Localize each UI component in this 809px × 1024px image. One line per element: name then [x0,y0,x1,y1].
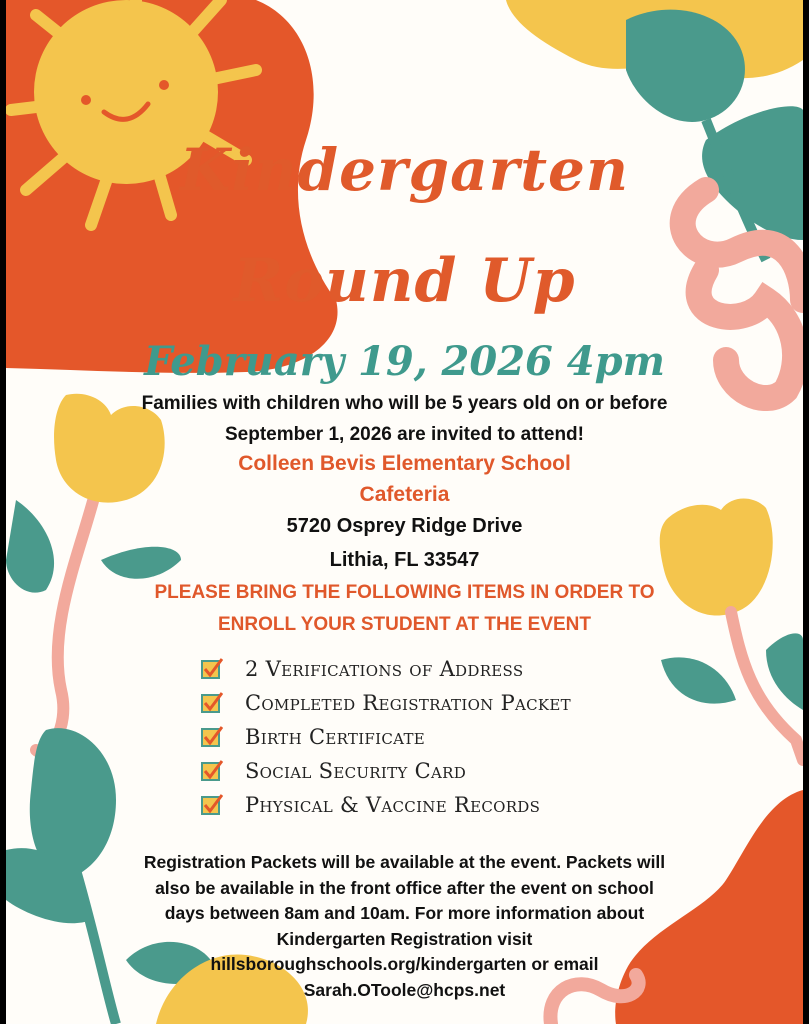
info-line: days between 8am and 10am. For more information about [164,903,645,923]
bring-items-heading-line-1: PLEASE BRING THE FOLLOWING ITEMS IN ORDER TO [154,582,655,603]
sun-eye-left [81,95,91,105]
list-item-label: Birth Certificate [245,725,426,749]
list-item [201,652,571,686]
checkbox-checked-icon [201,726,223,748]
event-date: February 19, 2026 4pm [144,338,665,385]
info-line: Registration Packets will be available at the event. Packets will [143,852,666,872]
required-items-list [201,652,571,822]
info-line-website: hillsboroughschools.org/kindergarten or email [210,954,599,974]
bring-items-heading-line-2: ENROLL YOUR STUDENT AT THE EVENT [218,614,591,635]
info-line-email: Sarah.OToole@hcps.net [303,979,506,1000]
school-name: Colleen Bevis Elementary School [238,452,571,475]
list-item-label: Completed Registration Packet [245,691,571,715]
list-item [201,686,571,720]
flyer [6,0,803,1024]
list-item-label: Physical & Vaccine Records [245,793,541,817]
sun-eye-right [159,80,169,90]
address-line-2: Lithia, FL 33547 [329,549,480,571]
title-line-1: Kindergarten [179,136,630,204]
list-item [201,754,571,788]
checkbox-checked-icon [201,658,223,680]
checkbox-checked-icon [201,692,223,714]
teal-leaf-right-lower [661,657,736,703]
title-line-2: Round Up [233,246,576,316]
pink-stem-left [36,470,101,752]
info-line: Kindergarten Registration visit [276,928,533,949]
list-item-label: 2 Verifications of Address [245,657,524,681]
info-line: also be available in the front office after the event on school [155,877,654,898]
checkbox-checked-icon [201,760,223,782]
list-item [201,788,571,822]
checkbox-checked-icon [201,794,223,816]
invite-text-line-2: September 1, 2026 are invited to attend! [224,424,584,445]
event-location: Cafeteria [359,483,450,506]
address-line-1: 5720 Osprey Ridge Drive [286,515,523,537]
registration-info [6,850,803,1003]
invite-text-line-1: Families with children who will be 5 years old on or before [141,393,668,414]
list-item-label: Social Security Card [245,759,467,783]
list-item [201,720,571,754]
teal-leaf-left [6,500,54,593]
